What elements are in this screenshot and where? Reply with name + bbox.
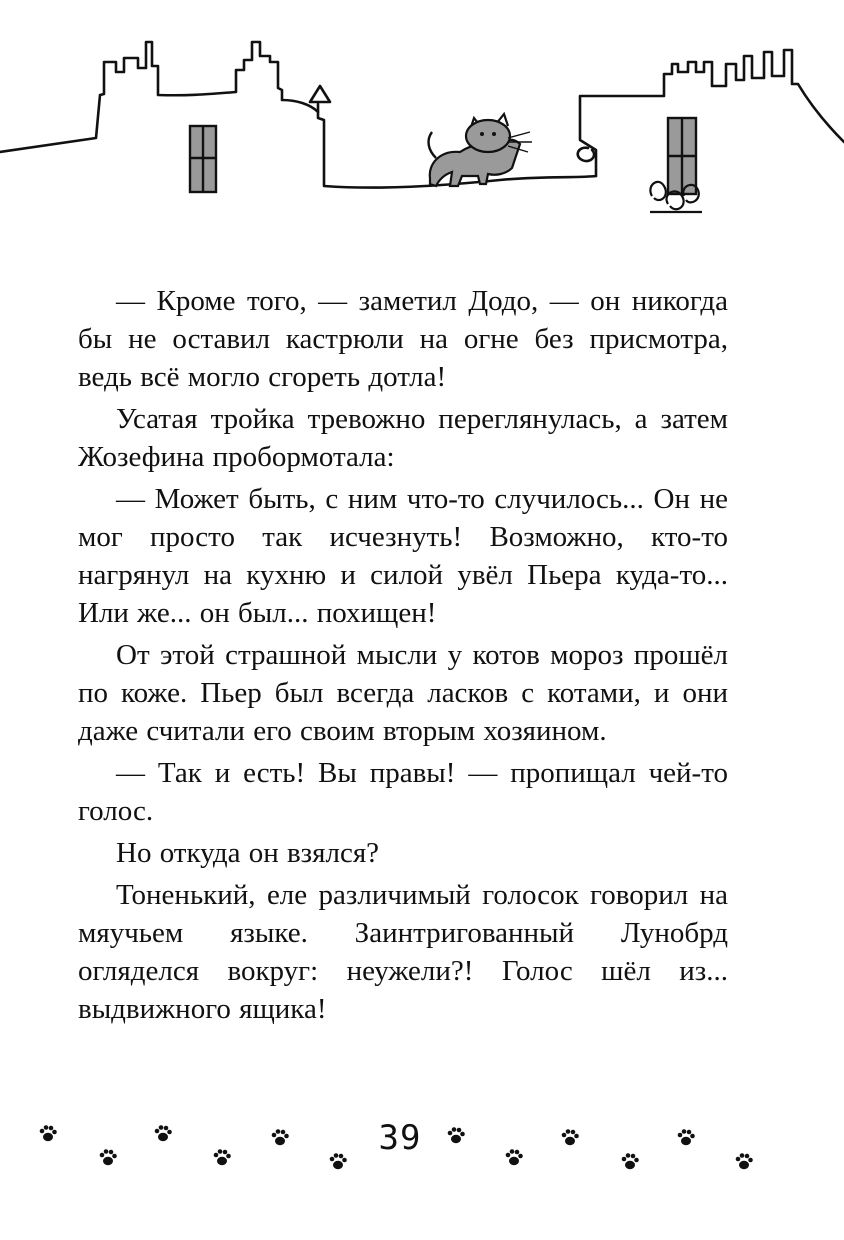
paw-print-icon bbox=[678, 1129, 695, 1145]
paragraph-1: — Кроме того, — заметил Додо, — он никогда бы не оставил кастрюли на огне без присмотра, ведь всё могло сгореть дотла! bbox=[78, 285, 728, 393]
right-window bbox=[668, 118, 696, 194]
paragraph-5: — Так и есть! Вы правы! — пропищал чей-то голос. bbox=[78, 757, 728, 827]
paragraph-6: Но откуда он взялся? bbox=[116, 837, 380, 869]
paw-print-icon bbox=[214, 1149, 231, 1165]
paragraph-4: От этой страшной мысли у котов мороз прошёл по коже. Пьер был всегда ласков с котами, и они даже считали его своим вторым хозяином. bbox=[78, 639, 728, 747]
paw-print-icon bbox=[272, 1129, 289, 1145]
paragraph-2: Усатая тройка тревожно переглянулась, а затем Жозефина пробормотала: bbox=[78, 403, 728, 473]
paw-print-icon bbox=[562, 1129, 579, 1145]
paw-print-icon bbox=[622, 1153, 639, 1169]
spire bbox=[310, 86, 330, 102]
paw-print-icon bbox=[506, 1149, 523, 1165]
paw-print-icon bbox=[100, 1149, 117, 1165]
paw-print-icon bbox=[736, 1153, 753, 1169]
paw-print-icon bbox=[330, 1153, 347, 1169]
cat-illustration bbox=[429, 114, 532, 186]
rooftops-illustration bbox=[0, 0, 844, 240]
paw-print-icon bbox=[40, 1125, 57, 1141]
paragraph-7: Тоненький, еле различимый голосок говорил на мяучьем языке. Заинтригованный Лунобрд огляделся вокруг: неужели?! Голос шёл из... выдвижного ящика! bbox=[78, 879, 728, 1025]
scroll-ornament bbox=[578, 148, 594, 161]
left-window bbox=[190, 126, 216, 192]
paw-print-icon bbox=[448, 1127, 465, 1143]
right-roofline bbox=[580, 50, 844, 176]
page-number: 39 bbox=[378, 1118, 422, 1158]
story-text bbox=[78, 282, 728, 1032]
paragraph-3: — Может быть, с ним что-то случилось... Он не мог просто так исчезнуть! Возможно, кто-то нагрянул на кухню и силой увёл Пьера куда-то... Или же... он был... похищен! bbox=[78, 483, 728, 629]
left-roofline bbox=[0, 42, 318, 152]
paw-print-icon bbox=[155, 1125, 172, 1141]
